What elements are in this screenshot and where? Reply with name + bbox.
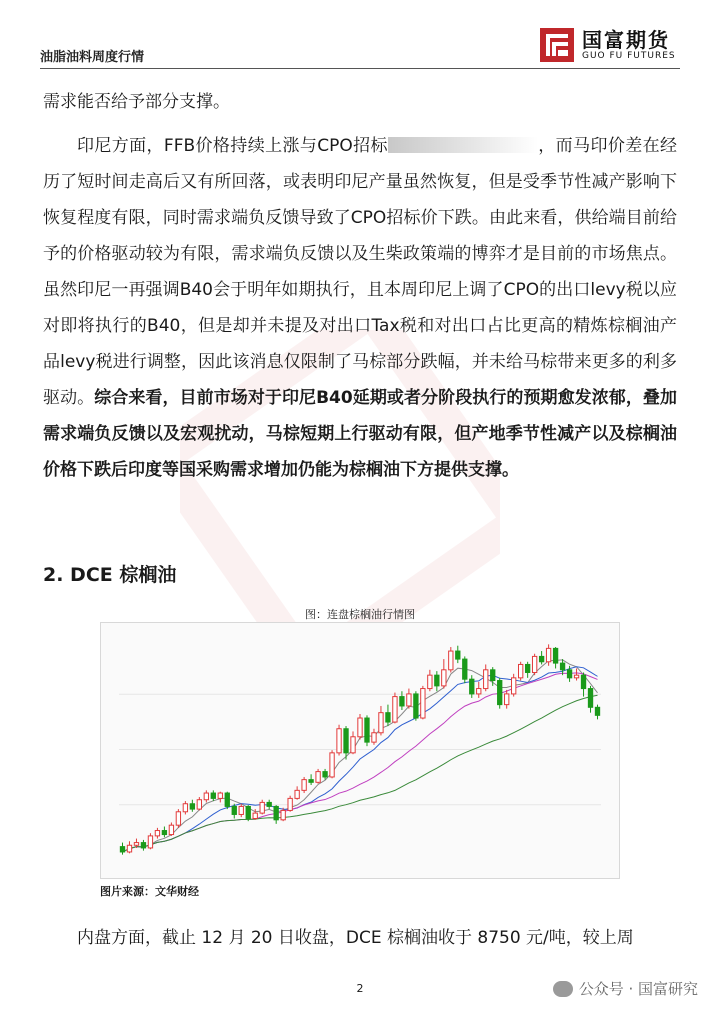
candle xyxy=(553,647,557,668)
candle-body xyxy=(435,675,439,686)
candle xyxy=(365,715,369,746)
candle-body xyxy=(463,659,467,679)
candle-body xyxy=(183,804,187,812)
candle-body xyxy=(442,670,446,686)
candle-body xyxy=(120,847,124,852)
candle xyxy=(595,705,599,720)
candle-body xyxy=(505,694,509,705)
candle-body xyxy=(428,675,432,688)
candle-body xyxy=(498,681,502,705)
candle xyxy=(169,822,173,835)
candle-body xyxy=(267,802,271,806)
candle-body xyxy=(449,651,453,670)
candle xyxy=(512,674,516,697)
logo-chinese-name: 国富期货 xyxy=(582,28,670,52)
candle-body xyxy=(456,651,460,659)
candle xyxy=(232,804,236,819)
candle-body xyxy=(519,664,523,677)
candle-body xyxy=(162,831,166,835)
candle xyxy=(560,659,564,675)
candle xyxy=(127,841,131,853)
candle xyxy=(414,691,418,720)
candle xyxy=(386,705,390,726)
candle-body xyxy=(176,812,180,825)
paragraph-continuation: 需求能否给予部分支撑。 xyxy=(43,92,230,112)
candle xyxy=(309,774,313,785)
section-heading: 2. DCE 棕榈油 xyxy=(43,564,177,586)
candle xyxy=(574,668,578,680)
report-title: 油脂油料周度行情 xyxy=(40,50,145,65)
candle xyxy=(498,678,502,709)
candle xyxy=(316,769,320,784)
candle-body xyxy=(323,772,327,777)
candle xyxy=(407,689,411,709)
paragraph-indonesia-part2: ，而马印价差在经历了短时间走高后又有所回落，或表明印尼产量虽然恢复，但是受季节性减产影响下恢复程度有限，同时需求端负反馈导致了CPO招标价下跌。由此来看，供给端目前给予的价格驱动较为有限，需求端负反馈以及生柴政策端的博弈才是目前的市场焦点。虽然印尼一再强调B40会于明年如期执行，且本周印尼上调了CPO的出口levy税以应对即将执行的B40，但是却并未提及对出口Tax税和对出口占比更高的精炼棕榈油产品levy税进行调整，因此该消息仅限制了马棕部分跌幅，并未给马棕带来更多的利多驱动。 xyxy=(43,136,677,408)
candle-body xyxy=(225,793,229,806)
candle xyxy=(477,682,481,698)
candle xyxy=(141,840,145,851)
candle-body xyxy=(477,689,481,694)
candle xyxy=(484,664,488,691)
candle xyxy=(155,828,159,839)
figure-source: 图片来源：文华财经 xyxy=(100,885,199,898)
candle xyxy=(435,671,439,691)
candle xyxy=(246,805,250,821)
candle-body xyxy=(169,825,173,834)
candle-body xyxy=(546,648,550,661)
logo-english-name: GUO FU FUTURES xyxy=(582,51,676,61)
candle-body xyxy=(344,729,348,753)
candle-body xyxy=(281,810,285,819)
candle xyxy=(421,686,425,719)
candle-body xyxy=(525,664,529,672)
wechat-watermark: 公众号 · 国富研究 xyxy=(553,978,698,999)
candle xyxy=(337,725,341,756)
candle-body xyxy=(218,793,222,798)
moving-average-line xyxy=(122,660,597,852)
candle-body xyxy=(337,729,341,753)
candle xyxy=(581,672,585,696)
candle-body xyxy=(491,670,495,681)
candle xyxy=(539,651,543,664)
candle-body xyxy=(309,780,313,783)
candle-body xyxy=(421,689,425,718)
candle xyxy=(358,714,362,739)
figure-title: 图：连盘棕榈油行情图 xyxy=(305,608,415,621)
candle-body xyxy=(379,713,383,733)
candle xyxy=(176,809,180,828)
candle-body xyxy=(553,648,557,663)
candle xyxy=(351,731,355,754)
candle xyxy=(162,827,166,838)
candle xyxy=(218,792,222,803)
candle-body xyxy=(512,678,516,694)
candle xyxy=(456,646,460,663)
paragraph-indonesia xyxy=(43,128,677,488)
candle xyxy=(274,805,278,824)
candle-body xyxy=(141,843,145,848)
candle-body xyxy=(211,793,215,798)
candle xyxy=(428,670,432,691)
candle xyxy=(372,729,376,745)
candle-body xyxy=(595,707,599,715)
candle xyxy=(393,693,397,724)
company-logo xyxy=(540,24,680,66)
page-header xyxy=(40,20,680,70)
logo-mark-icon xyxy=(540,28,574,62)
candle-body xyxy=(134,843,138,846)
page-number: 2 xyxy=(356,982,364,995)
candle xyxy=(288,796,292,812)
candle-body xyxy=(588,689,592,708)
candle-body xyxy=(246,806,250,818)
candle-body xyxy=(288,798,292,810)
candle-body xyxy=(302,780,306,791)
candle-body xyxy=(351,737,355,753)
candle xyxy=(267,800,271,809)
candle-body xyxy=(358,718,362,737)
candle xyxy=(211,790,215,801)
candle xyxy=(295,786,299,799)
candle-body xyxy=(386,713,390,722)
candle xyxy=(225,792,229,809)
candle xyxy=(260,800,264,815)
candle xyxy=(442,659,446,688)
candle xyxy=(449,647,453,672)
candle xyxy=(525,662,529,678)
candle-body xyxy=(260,802,264,813)
candle-body xyxy=(560,663,564,670)
candle-body xyxy=(316,772,320,783)
candle-body xyxy=(190,804,194,809)
candle xyxy=(183,801,187,814)
candle xyxy=(330,750,334,778)
wechat-icon xyxy=(553,981,573,997)
candle xyxy=(197,797,201,810)
candle-body xyxy=(539,656,543,661)
palm-oil-chart xyxy=(100,622,620,879)
candle xyxy=(120,843,124,855)
candle xyxy=(302,777,306,793)
candle-body xyxy=(204,793,208,800)
candle-body xyxy=(330,753,334,777)
candle xyxy=(379,706,383,735)
candle-body xyxy=(400,697,404,706)
candle-body xyxy=(155,831,159,836)
candle-body xyxy=(274,806,278,819)
candle xyxy=(190,800,194,812)
candle xyxy=(204,790,208,802)
candlestick-chart xyxy=(101,623,619,878)
candle-body xyxy=(414,694,418,718)
candle-body xyxy=(232,806,236,814)
candle-body xyxy=(407,694,411,706)
candle-body xyxy=(567,670,571,678)
candle-body xyxy=(239,806,243,814)
candle-body xyxy=(484,670,488,689)
candle-body xyxy=(574,675,578,678)
candle-body xyxy=(532,656,536,672)
candle xyxy=(505,690,509,709)
candle-body xyxy=(393,697,397,722)
candle xyxy=(532,654,536,675)
candle xyxy=(239,804,243,817)
paragraph-conclusion-bold: 综合来看，目前市场对于印尼B40延期或者分阶段执行的预期愈发浓郁，叠加需求端负反馈以及宏观扰动，马棕短期上行驱动有限，但产地季节性减产以及棕榈油价格下跌后印度等国采购需求增加仍能为棕榈油下方提供支撑。 xyxy=(43,388,678,480)
candle xyxy=(519,662,523,681)
candle xyxy=(463,656,467,683)
candle-body xyxy=(197,800,201,809)
candle-body xyxy=(148,836,152,848)
candle-body xyxy=(127,845,131,852)
header-divider xyxy=(40,68,680,69)
paragraph-indonesia-part1: 印尼方面，FFB价格持续上涨与CPO招标 xyxy=(77,136,388,156)
candle-body xyxy=(295,790,299,798)
candle-body xyxy=(581,675,585,688)
redacted-text xyxy=(388,137,538,153)
paragraph-domestic: 内盘方面，截止 12 月 20 日收盘，DCE 棕榈油收于 8750 元/吨，较上周 xyxy=(77,928,634,948)
candle-body xyxy=(372,733,376,742)
candle-body xyxy=(365,718,369,742)
candle xyxy=(148,833,152,849)
candle xyxy=(588,686,592,713)
moving-average-line xyxy=(122,673,597,852)
candle-body xyxy=(470,679,474,694)
candle-body xyxy=(253,813,257,818)
